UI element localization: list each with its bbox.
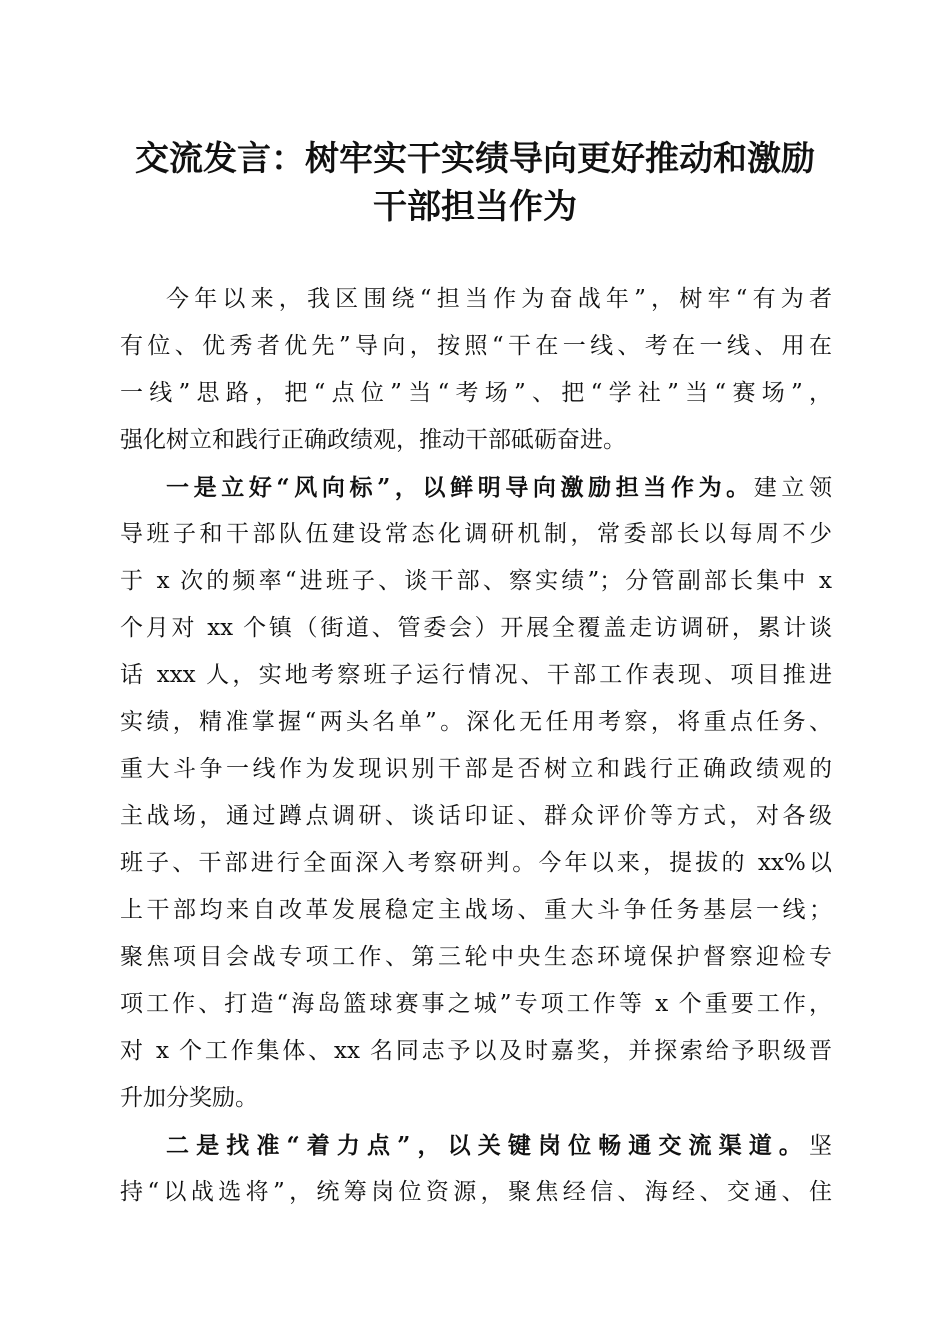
paragraph-line: 上干部均来自改革发展稳定主战场、重大斗争任务基层一线； [120,897,832,923]
paragraph-line [120,1122,832,1169]
paragraph-line: 话 xxx 人，实地考察班子运行情况、干部工作表现、项目推进 [120,662,832,688]
paragraph-line: 班子、干部进行全面深入考察研判。今年以来，提拔的 xx%以 [120,850,832,876]
paragraph-point-one [120,464,832,1122]
document-title [110,135,840,231]
paragraph-line: 升加分奖励。 [120,1085,258,1111]
paragraph-line: 对 x 个工作集体、xx 名同志予以及时嘉奖，并探索给予职级晋 [120,1038,832,1064]
title-line-1: 交流发言：树牢实干实绩导向更好推动和激励 [135,139,815,179]
paragraph-point-two [120,1122,832,1216]
paragraph-line: 有位、优秀者优先”导向，按照“干在一线、考在一线、用在 [120,333,832,359]
paragraph-line: 个月对 xx 个镇（街道、管委会）开展全覆盖走访调研，累计谈 [120,615,832,641]
paragraph-line: 导班子和干部队伍建设常态化调研机制，常委部长以每周不少 [120,521,832,547]
paragraph-line: 持“以战选将”，统筹岗位资源，聚焦经信、海经、交通、住 [120,1179,832,1205]
paragraph-line: 聚焦项目会战专项工作、第三轮中央生态环境保护督察迎检专 [120,944,832,970]
paragraph-line: 于 x 次的频率“进班子、谈干部、察实绩”；分管副部长集中 x [120,568,832,594]
paragraph-line-rest: 建立领 [753,475,832,501]
paragraph-line: 强化树立和践行正确政绩观，推动干部砥砺奋进。 [120,427,626,453]
paragraph-line-rest: 坚 [809,1133,832,1159]
paragraph-line: 今年以来，我区围绕“担当作为奋战年”，树牢“有为者 [166,286,832,312]
paragraph-lead: 一是立好“风向标”，以鲜明导向激励担当作为。 [166,474,754,501]
paragraph-line: 重大斗争一线作为发现识别干部是否树立和践行正确政绩观的 [120,756,832,782]
paragraph-line [120,464,832,511]
document-body [120,276,832,1216]
paragraph-lead: 二是找准“着力点”，以关键岗位畅通交流渠道。 [166,1132,809,1159]
paragraph-line: 一线”思路，把“点位”当“考场”、把“学社”当“赛场”， [120,380,832,406]
paragraph-line: 实绩，精准掌握“两头名单”。深化无任用考察，将重点任务、 [120,709,832,735]
paragraph-line: 项工作、打造“海岛篮球赛事之城”专项工作等 x 个重要工作， [120,991,832,1017]
paragraph-line: 主战场，通过蹲点调研、谈话印证、群众评价等方式，对各级 [120,803,832,829]
paragraph-intro [120,276,832,464]
title-line-2: 干部担当作为 [373,187,577,227]
